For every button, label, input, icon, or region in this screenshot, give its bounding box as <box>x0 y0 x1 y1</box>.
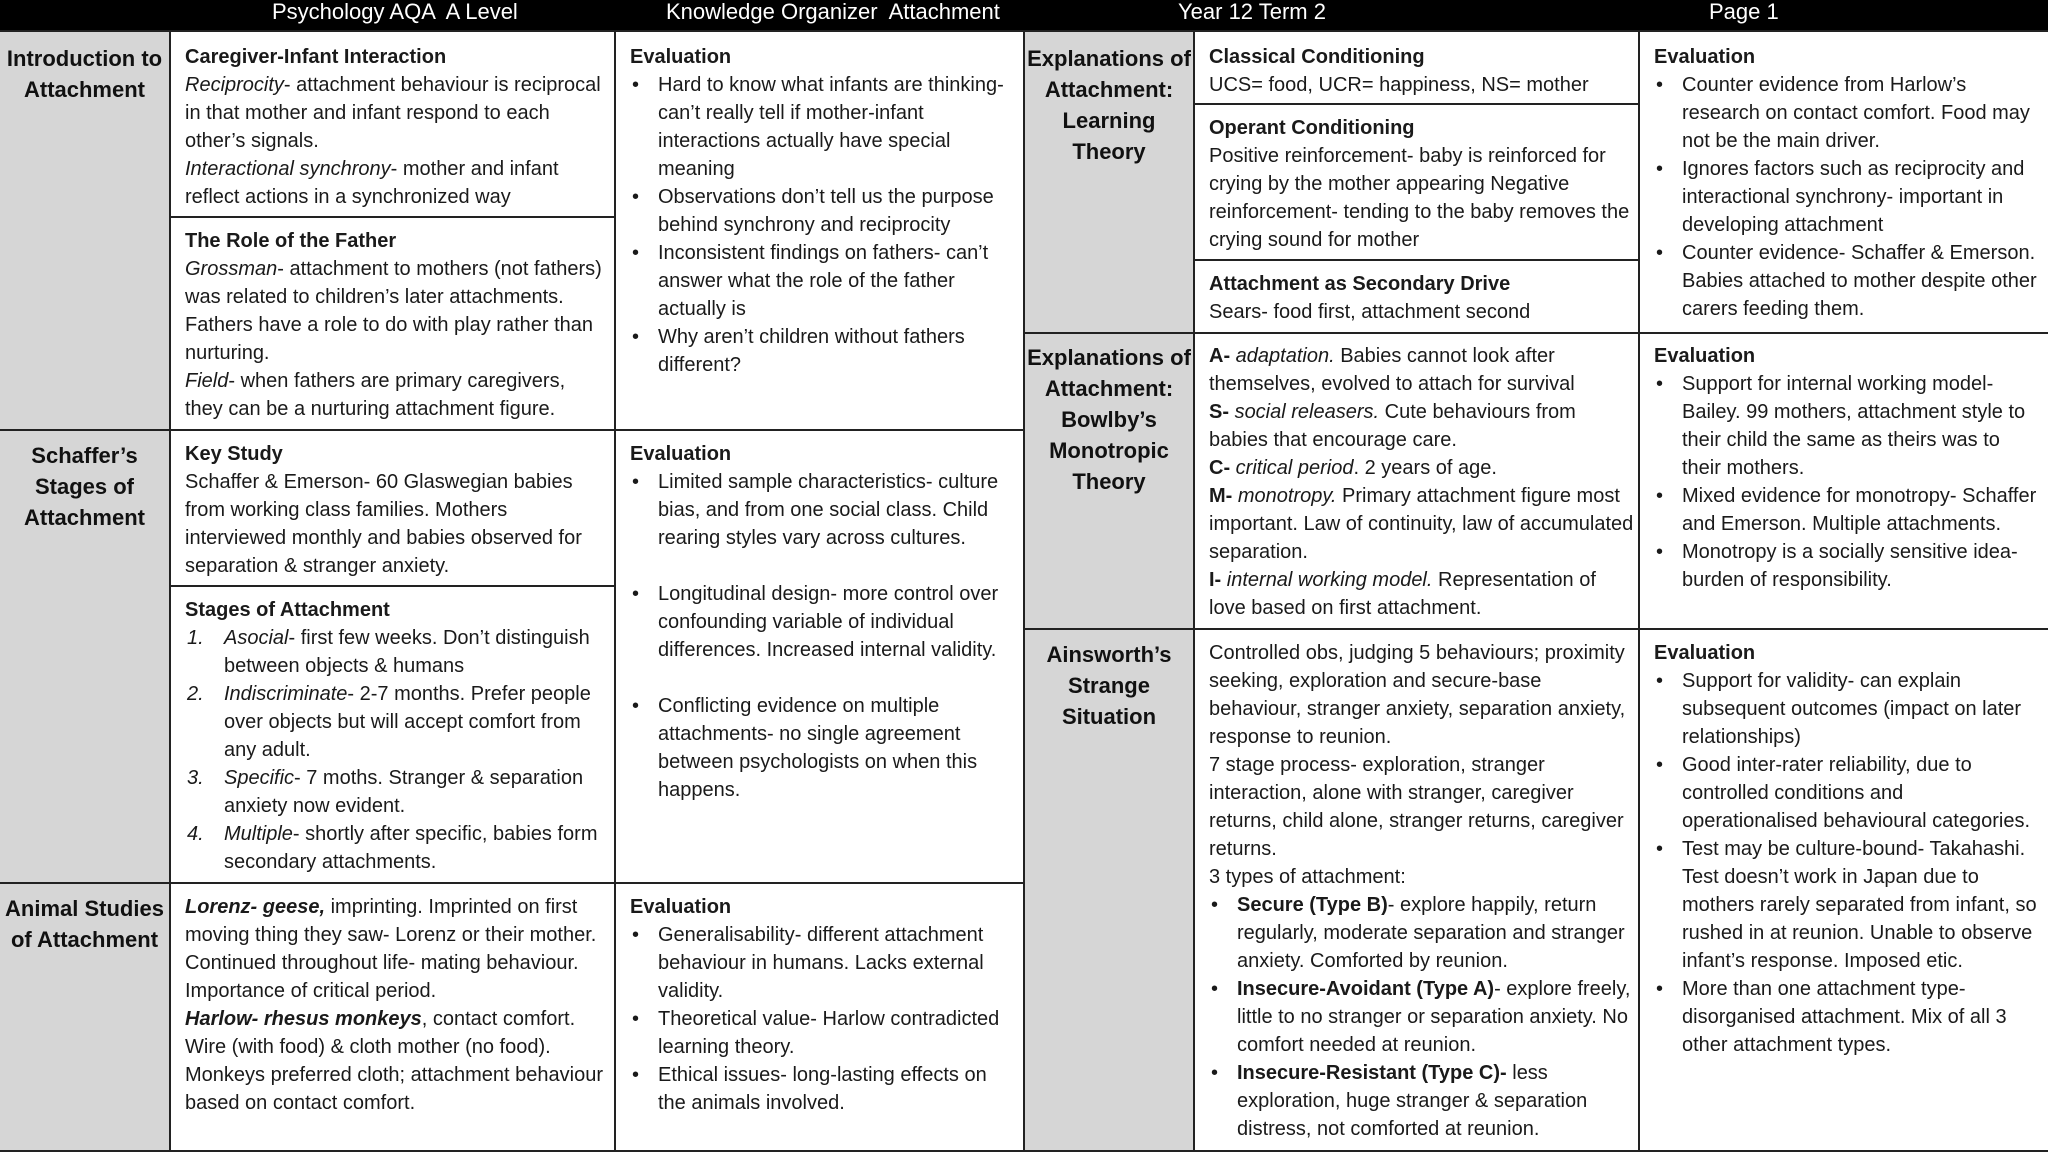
topic-ainsworth: Ainsworth’s Strange Situation <box>1046 642 1172 729</box>
intro-eval-point: • Observations don’t tell us the purpose behind synchrony and reciprocity <box>658 183 1015 239</box>
animal-eval-point: • Ethical issues- long-lasting effects on the animals involved. <box>658 1061 1015 1117</box>
ainsworth-process: 7 stage process- exploration, stranger interaction, alone with stranger, caregiver returns, child alone, stranger returns, caregiver returns. <box>1209 754 1624 860</box>
intro-eval-point: • Why aren’t children without fathers different? <box>658 323 1015 379</box>
subject-label: Psychology AQA A Level <box>272 0 518 24</box>
intro-evaluation-heading: Evaluation <box>630 46 732 68</box>
bowlby-item: M- monotropy. Primary attachment figure most important. Law of continuity, law of accumulated separation. <box>1209 485 1634 563</box>
left-topic-column <box>0 32 169 1150</box>
right-topic-column <box>1025 32 1193 1150</box>
classical-heading: Classical Conditioning <box>1209 46 1425 68</box>
bowlby-eval-point: • Mixed evidence for monotropy- Schaffer and Emerson. Multiple attachments. <box>1682 482 2042 538</box>
bowlby-item: S- social releasers. Cute behaviours from babies that encourage care. <box>1209 401 1576 451</box>
secondary-drive-heading: Attachment as Secondary Drive <box>1209 273 1511 295</box>
reciprocity-term: Reciprocity <box>185 74 284 96</box>
animal-eval-point: • Theoretical value- Harlow contradicted learning theory. <box>658 1005 1015 1061</box>
intro-evaluation <box>630 43 1015 379</box>
key-study-heading: Key Study <box>185 443 283 465</box>
bowlby-eval-point: • Support for internal working model- Bailey. 99 mothers, attachment style to their child the same as theirs was to their mothers. <box>1682 370 2042 482</box>
bowlby-evaluation <box>1654 342 2042 594</box>
animal-eval-point: • Generalisability- different attachment behaviour in humans. Lacks external validity. <box>658 921 1015 1005</box>
ainsworth-eval-point: • Test may be culture-bound- Takahashi. Test doesn’t work in Japan due to mothers rarely separated from infant, so rushed in at reunion. Unable to observe infant’s response. Imposed etic. <box>1682 835 2042 975</box>
learning-evaluation <box>1654 43 2042 323</box>
harlow-text: , contact comfort. Wire (with food) & cloth mother (no food). Monkeys preferred cloth; attachment behaviour based on contact comfort. <box>185 1008 603 1114</box>
classical-text: UCS= food, UCR= happiness, NS= mother <box>1209 74 1589 96</box>
schaffer-evaluation-heading: Evaluation <box>630 443 732 465</box>
learning-eval-point: • Counter evidence- Schaffer & Emerson. Babies attached to mother despite other carers feeding them. <box>1682 239 2042 323</box>
harlow-term: Harlow- rhesus monkeys <box>185 1008 422 1030</box>
caregiver-heading: Caregiver-Infant Interaction <box>185 46 447 68</box>
secondary-drive-text: Sears- food first, attachment second <box>1209 301 1531 323</box>
ainsworth-eval-point: • More than one attachment type- disorganised attachment. Mix of all 3 other attachment types. <box>1682 975 2042 1059</box>
ainsworth-intro: Controlled obs, judging 5 behaviours; proximity seeking, exploration and secure-base behaviour, stranger anxiety, separation anxiety, response to reunion. <box>1209 642 1626 748</box>
grossman-text: - attachment to mothers (not fathers) was related to children’s later attachments. Fathers have a role to do with play rather than nurturing. <box>185 258 602 364</box>
stage-item: 3. Specific- 7 moths. Stranger & separation anxiety now evident. <box>187 767 584 817</box>
grossman-term: Grossman <box>185 258 278 280</box>
caregiver-infant-section <box>185 43 605 211</box>
schaffer-eval-point: • Limited sample characteristics- culture bias, and from one social class. Child rearing styles vary across cultures. <box>658 468 1015 552</box>
lorenz-term: Lorenz- geese, <box>185 896 326 918</box>
field-text: - when fathers are primary caregivers, they can be a nurturing attachment figure. <box>185 370 566 420</box>
attachment-type-item: • Insecure-Avoidant (Type A)- explore freely, little to no stranger or separation anxiety. No comfort needed at reunion. <box>1237 975 1634 1059</box>
lorenz-text: imprinting. Imprinted on first moving thing they saw- Lorenz or their mother. Continued throughout life- mating behaviour. Importance of critical period. <box>185 896 597 1002</box>
stages-section <box>185 596 605 876</box>
term-label: Year 12 Term 2 <box>1178 0 1326 24</box>
schaffer-evaluation <box>630 440 1015 804</box>
topic-introduction: Introduction to Attachment <box>6 46 163 102</box>
bowlby-item: C- critical period. 2 years of age. <box>1209 457 1497 479</box>
animal-evaluation-heading: Evaluation <box>630 896 732 918</box>
classical-conditioning-section <box>1209 43 1634 99</box>
animal-evaluation <box>630 893 1015 1117</box>
reciprocity-text: - attachment behaviour is reciprocal in that mother and infant respond to each other’s signals. <box>185 74 601 152</box>
stage-item: 2. Indiscriminate- 2-7 months. Prefer people over objects but will accept comfort from any adult. <box>187 683 591 761</box>
topic-learning-theory: Explanations of Attachment: Learning Theory <box>1027 46 1191 164</box>
operant-conditioning-section <box>1209 114 1634 254</box>
topic-bowlby: Explanations of Attachment: Bowlby’s Monotropic Theory <box>1027 345 1191 494</box>
stage-item: 4. Multiple- shortly after specific, babies form secondary attachments. <box>187 823 598 873</box>
stage-item: 1. Asocial- first few weeks. Don’t distinguish between objects & humans <box>187 627 590 677</box>
key-study-text: Schaffer & Emerson- 60 Glaswegian babies from working class families. Mothers interviewed monthly and babies observed for separation & stranger anxiety. <box>185 471 582 577</box>
bowlby-section <box>1209 342 1634 622</box>
synchrony-term: Interactional synchrony <box>185 158 391 180</box>
intro-eval-point: • Inconsistent findings on fathers- can’t answer what the role of the father actually is <box>658 239 1015 323</box>
animal-studies-section <box>185 893 605 1117</box>
bowlby-item: I- internal working model. Representation of love based on first attachment. <box>1209 569 1596 619</box>
schaffer-eval-point: • Longitudinal design- more control over confounding variable of individual differences. Increased internal validity. <box>658 580 1015 664</box>
ainsworth-evaluation <box>1654 639 2042 1059</box>
synchrony-text: - mother and infant reflect actions in a synchronized way <box>185 158 559 208</box>
schaffer-eval-point: • Conflicting evidence on multiple attachments- no single agreement between psychologists on when this happens. <box>658 692 1015 804</box>
key-study-section <box>185 440 605 580</box>
page-number: Page 1 <box>1709 0 1779 24</box>
ainsworth-eval-point: • Good inter-rater reliability, due to controlled conditions and operationalised behavioural categories. <box>1682 751 2042 835</box>
secondary-drive-section <box>1209 270 1634 326</box>
ainsworth-eval-point: • Support for validity- can explain subsequent outcomes (impact on later relationships) <box>1682 667 2042 751</box>
attachment-type-item: • Secure (Type B)- explore happily, return regularly, moderate separation and stranger anxiety. Comforted by reunion. <box>1237 891 1634 975</box>
topic-schaffer: Schaffer’s Stages of Attachment <box>23 443 145 530</box>
bowlby-eval-point: • Monotropy is a socially sensitive idea- burden of responsibility. <box>1682 538 2042 594</box>
field-term: Field <box>185 370 229 392</box>
knowledge-organizer-grid <box>0 30 2048 1152</box>
bowlby-item: A- adaptation. Babies cannot look after themselves, evolved to attach for survival <box>1209 345 1575 395</box>
attachment-types-heading: 3 types of attachment: <box>1209 866 1406 888</box>
learning-evaluation-heading: Evaluation <box>1654 46 1756 68</box>
header-bar <box>0 0 2048 30</box>
topic-animal-studies: Animal Studies of Attachment <box>5 896 164 952</box>
learning-eval-point: • Ignores factors such as reciprocity and interactional synchrony- important in developing attachment <box>1682 155 2042 239</box>
learning-eval-point: • Counter evidence from Harlow’s research on contact comfort. Food may not be the main driver. <box>1682 71 2042 155</box>
intro-eval-point: • Hard to know what infants are thinking- can’t really tell if mother-infant interactions actually have special meaning <box>658 71 1015 183</box>
ainsworth-evaluation-heading: Evaluation <box>1654 642 1756 664</box>
stages-heading: Stages of Attachment <box>185 599 390 621</box>
attachment-type-item: • Insecure-Resistant (Type C)- less exploration, huge stranger & separation distress, not comforted at reunion. <box>1237 1059 1634 1143</box>
operant-heading: Operant Conditioning <box>1209 117 1415 139</box>
bowlby-evaluation-heading: Evaluation <box>1654 345 1756 367</box>
ainsworth-section <box>1209 639 1634 1143</box>
father-role-section <box>185 227 605 423</box>
organizer-title: Knowledge Organizer Attachment <box>666 0 1000 24</box>
operant-text: Positive reinforcement- baby is reinforced for crying by the mother appearing Negative reinforcement- tending to the baby removes the crying sound for mother <box>1209 145 1630 251</box>
father-heading: The Role of the Father <box>185 230 397 252</box>
